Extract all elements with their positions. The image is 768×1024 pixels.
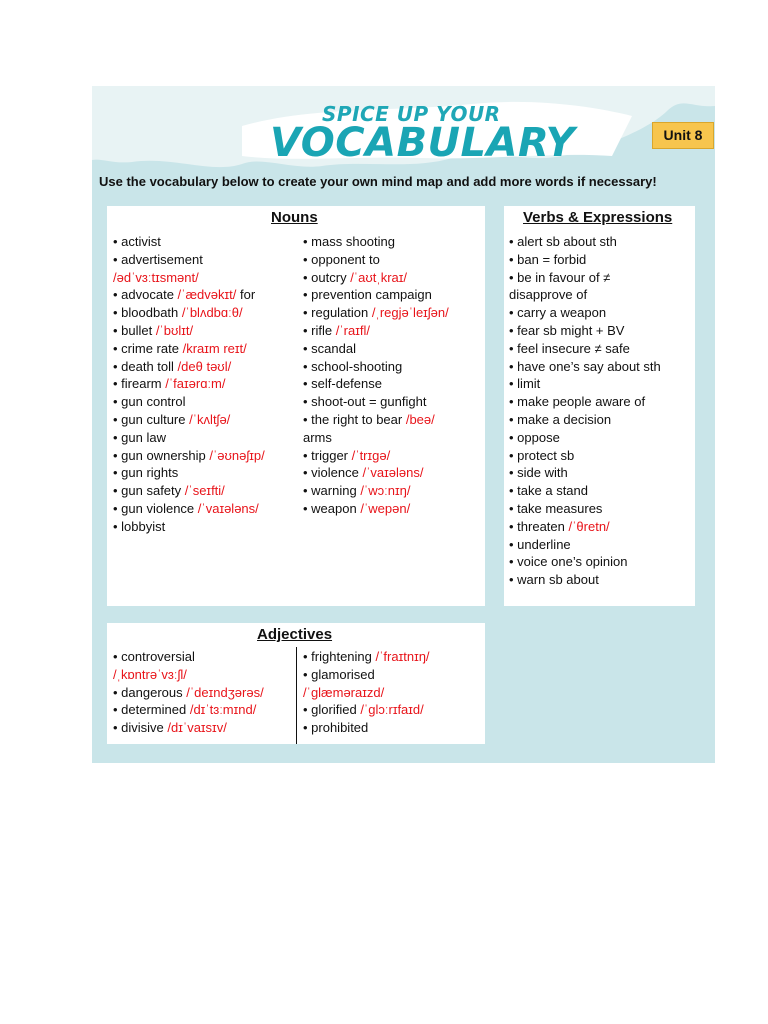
vocab-item xyxy=(509,482,661,500)
vocab-item xyxy=(303,684,430,702)
phonetic-transcription: /ˈvaɪələns/ xyxy=(362,465,424,481)
vocab-word: arms xyxy=(303,429,332,445)
vocab-item xyxy=(303,701,430,719)
vocab-word: • voice one’s opinion xyxy=(509,554,628,570)
phonetic-transcription: /ˈbʊlɪt/ xyxy=(155,322,194,338)
vocab-item xyxy=(303,269,449,287)
vocab-item xyxy=(509,251,661,269)
vocab-item xyxy=(509,411,661,429)
nouns-box xyxy=(107,206,485,606)
vocab-word: • have one’s say about sth xyxy=(509,358,661,374)
vocab-item xyxy=(509,375,661,393)
vocab-word: • carry a weapon xyxy=(509,305,607,321)
title-spice-up: SPICE UP YOUR xyxy=(322,102,501,126)
phonetic-transcription: /ˈglæməraɪzd/ xyxy=(303,684,385,700)
adjectives-column-2 xyxy=(303,648,430,737)
vocab-word: • rifle xyxy=(303,322,336,338)
phonetic-transcription: /ˈraɪfl/ xyxy=(335,322,370,338)
vocab-word: • controversial xyxy=(113,649,195,664)
vocab-word: • glamorised xyxy=(303,666,375,682)
vocab-word: • violence xyxy=(303,465,363,481)
vocab-item xyxy=(303,447,449,465)
vocab-item xyxy=(113,358,265,376)
vocab-word: • mass shooting xyxy=(303,234,395,249)
vocab-word: • gun safety xyxy=(113,483,185,499)
verbs-heading: Verbs & Expressions xyxy=(523,209,673,226)
vocab-word: • gun control xyxy=(113,394,186,410)
vocab-item xyxy=(509,340,661,358)
vocab-word: • gun culture xyxy=(113,411,190,427)
vocab-word: • the right to bear xyxy=(303,411,406,427)
vocab-word: • side with xyxy=(509,465,568,481)
vocab-word: • feel insecure ≠ safe xyxy=(509,340,630,356)
phonetic-transcription: /dɪˈtɜːmɪnd/ xyxy=(189,702,257,718)
vocab-item xyxy=(113,251,265,269)
vocab-item xyxy=(303,719,430,737)
vocab-item xyxy=(509,322,661,340)
phonetic-transcription: /ˈglɔːrɪfaɪd/ xyxy=(360,702,424,718)
vocab-word: • crime rate xyxy=(113,340,183,356)
vocab-item xyxy=(303,375,449,393)
phonetic-transcription: /ˈblʌdbɑːθ/ xyxy=(181,305,243,321)
vocab-word: • threaten xyxy=(509,518,569,534)
vocab-item xyxy=(113,429,265,447)
vocab-word: • warning xyxy=(303,483,361,499)
vocab-word: • death toll xyxy=(113,358,178,374)
vocab-item xyxy=(113,701,264,719)
vocab-item xyxy=(113,375,265,393)
vocab-word: • self-defense xyxy=(303,376,382,392)
vocab-word: • warn sb about xyxy=(509,572,599,588)
nouns-column-2 xyxy=(303,233,449,518)
vocab-item xyxy=(303,500,449,518)
unit-badge: Unit 8 xyxy=(652,122,714,149)
vocab-word: • shoot-out = gunfight xyxy=(303,394,427,410)
vocab-item xyxy=(113,684,264,702)
vocab-item xyxy=(509,518,661,536)
phonetic-transcription: /ˈvaɪələns/ xyxy=(197,500,259,516)
vocab-word: • weapon xyxy=(303,500,361,516)
vocab-item xyxy=(303,358,449,376)
vocab-item xyxy=(113,322,265,340)
vocab-word: • advocate xyxy=(113,287,178,303)
vocab-item xyxy=(113,233,265,251)
vocab-item xyxy=(509,304,661,322)
vocab-word: • gun violence xyxy=(113,500,198,516)
vocab-word: • protect sb xyxy=(509,447,575,463)
vocab-word-suffix: for xyxy=(236,287,256,303)
vocab-word: • underline xyxy=(509,536,571,552)
phonetic-transcription: /ˈθretn/ xyxy=(568,518,610,534)
vocab-item xyxy=(303,233,449,251)
phonetic-transcription: /ˈfraɪtnɪŋ/ xyxy=(375,649,430,664)
vocab-word: • regulation xyxy=(303,305,372,321)
vocab-word: • trigger xyxy=(303,447,352,463)
title-vocabulary: VOCABULARY xyxy=(270,120,576,166)
vocabulary-worksheet xyxy=(92,86,715,763)
vocab-word: • firearm xyxy=(113,376,166,392)
vocab-word: • alert sb about sth xyxy=(509,234,617,249)
vocab-word: • make people aware of xyxy=(509,394,646,410)
phonetic-transcription: /ˈkʌltʃə/ xyxy=(189,411,231,427)
vocab-item xyxy=(509,447,661,465)
vocab-item xyxy=(303,322,449,340)
verbs-box xyxy=(504,206,695,606)
vocab-word: • activist xyxy=(113,234,161,249)
phonetic-transcription: /ˈdeɪndʒərəs/ xyxy=(186,684,264,700)
phonetic-transcription: /dɪˈvaɪsɪv/ xyxy=(167,720,227,736)
vocab-item xyxy=(113,411,265,429)
nouns-column-1 xyxy=(113,233,265,536)
vocab-word: • opponent to xyxy=(303,251,380,267)
vocab-item xyxy=(303,304,449,322)
vocab-item xyxy=(509,393,661,411)
vocab-word: • bullet xyxy=(113,322,156,338)
phonetic-transcription: /ˈəʊnəʃɪp/ xyxy=(209,447,265,463)
vocab-item xyxy=(303,251,449,269)
vocab-item xyxy=(509,553,661,571)
vocab-item xyxy=(509,269,661,287)
vocab-word: • gun rights xyxy=(113,465,179,481)
vocab-word: • divisive xyxy=(113,720,168,736)
vocab-word: • bloodbath xyxy=(113,305,182,321)
vocab-word: • make a decision xyxy=(509,411,612,427)
vocab-item xyxy=(113,648,264,666)
adjectives-column-1 xyxy=(113,648,264,737)
vocab-word: • fear sb might + BV xyxy=(509,322,625,338)
vocab-item xyxy=(303,666,430,684)
phonetic-transcription: /ˈfaɪərɑːm/ xyxy=(165,376,226,392)
vocab-word: • take a stand xyxy=(509,483,588,499)
vocab-word: • determined xyxy=(113,702,190,718)
vocab-item xyxy=(113,447,265,465)
vocab-word: • gun ownership xyxy=(113,447,210,463)
vocab-item xyxy=(509,536,661,554)
vocab-word: • glorified xyxy=(303,702,361,718)
vocab-word: • gun law xyxy=(113,429,166,445)
vocab-word: • scandal xyxy=(303,340,356,356)
vocab-item xyxy=(303,340,449,358)
nouns-heading: Nouns xyxy=(271,209,318,226)
vocab-item xyxy=(509,429,661,447)
vocab-word: • prohibited xyxy=(303,720,369,736)
vocab-item xyxy=(509,464,661,482)
vocab-word: • ban = forbid xyxy=(509,251,587,267)
phonetic-transcription: /ədˈvɜːtɪsmənt/ xyxy=(113,269,199,285)
vocab-word: • outcry xyxy=(303,269,351,285)
phonetic-transcription: /ˈseɪfti/ xyxy=(184,483,225,499)
phonetic-transcription: /ˌregjəˈleɪʃən/ xyxy=(371,305,449,321)
vocab-item xyxy=(113,286,265,304)
vocab-word: • prevention campaign xyxy=(303,287,432,303)
vocab-item xyxy=(509,286,661,304)
vocab-word: • oppose xyxy=(509,429,560,445)
vocab-item xyxy=(303,429,449,447)
column-divider xyxy=(296,647,297,744)
vocab-word: • school-shooting xyxy=(303,358,403,374)
phonetic-transcription: /ˈaʊtˌkraɪ/ xyxy=(350,269,407,285)
vocab-item xyxy=(303,648,430,666)
vocab-item xyxy=(113,518,265,536)
phonetic-transcription: /beə/ xyxy=(405,411,435,427)
phonetic-transcription: /ˈtrɪgə/ xyxy=(351,447,391,463)
vocab-item xyxy=(113,269,265,287)
vocab-word: • frightening xyxy=(303,649,376,664)
phonetic-transcription: /ˈwɔːnɪŋ/ xyxy=(360,483,411,499)
vocab-word: • dangerous xyxy=(113,684,187,700)
vocab-item xyxy=(303,286,449,304)
vocab-item xyxy=(303,464,449,482)
vocab-item xyxy=(303,393,449,411)
verbs-column xyxy=(509,233,661,589)
vocab-item xyxy=(113,482,265,500)
vocab-item xyxy=(303,482,449,500)
vocab-word: • limit xyxy=(509,376,541,392)
vocab-word: disapprove of xyxy=(509,287,588,303)
vocab-word: • lobbyist xyxy=(113,518,166,534)
vocab-item xyxy=(113,304,265,322)
vocab-word: • advertisement xyxy=(113,251,203,267)
phonetic-transcription: /ˈwepən/ xyxy=(360,500,411,516)
vocab-item xyxy=(303,411,449,429)
vocab-item xyxy=(113,500,265,518)
phonetic-transcription: /ˌkɒntrəˈvɜːʃl/ xyxy=(113,666,187,682)
vocab-item xyxy=(509,233,661,251)
vocab-item xyxy=(509,500,661,518)
instructions-text: Use the vocabulary below to create your own mind map and add more words if necessary! xyxy=(99,174,657,189)
vocab-item xyxy=(113,719,264,737)
vocab-item xyxy=(113,464,265,482)
phonetic-transcription: /kraɪm reɪt/ xyxy=(182,340,247,356)
vocab-item xyxy=(509,571,661,589)
vocab-item xyxy=(509,358,661,376)
adjectives-box xyxy=(107,623,485,744)
vocab-word: • take measures xyxy=(509,500,603,516)
phonetic-transcription: /ˈædvəkɪt/ xyxy=(177,287,237,303)
vocab-item xyxy=(113,666,264,684)
phonetic-transcription: /deθ təʊl/ xyxy=(177,358,232,374)
vocab-word: • be in favour of ≠ xyxy=(509,269,611,285)
vocab-item xyxy=(113,340,265,358)
adjectives-heading: Adjectives xyxy=(257,626,333,643)
vocab-item xyxy=(113,393,265,411)
